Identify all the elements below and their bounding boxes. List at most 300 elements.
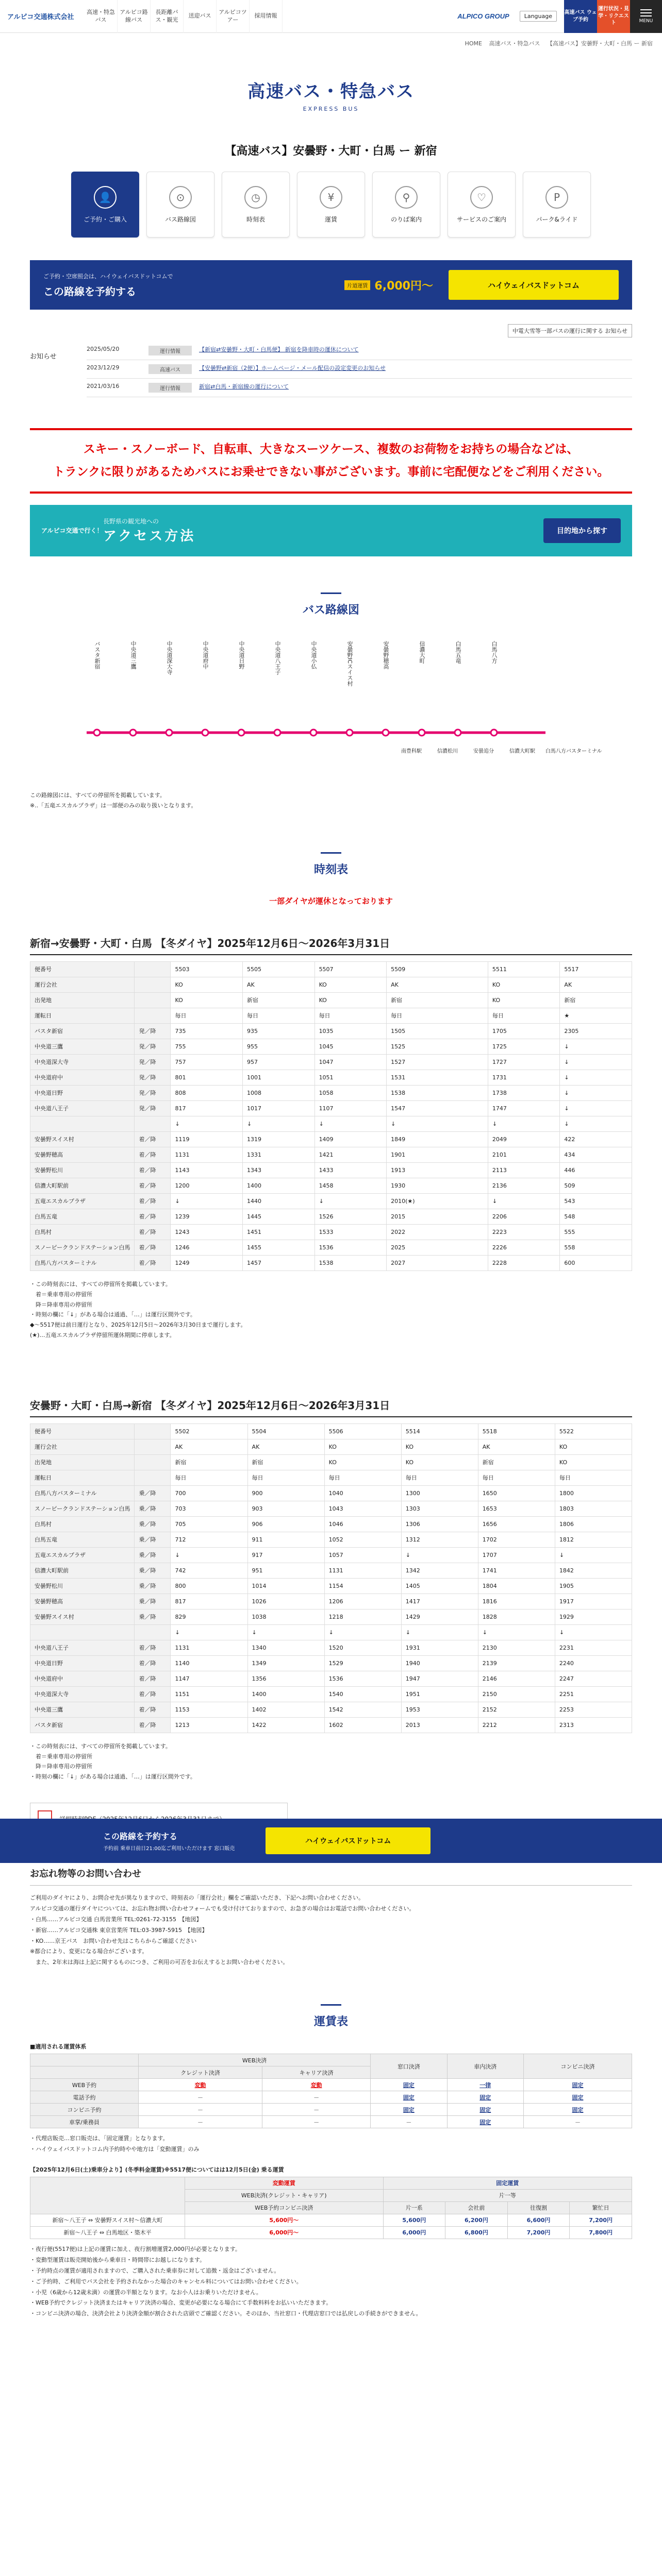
time-cell: 毎日: [478, 1470, 555, 1485]
fare-note-line: ・WEB予約でクレジット決済またはキャリア決済の場合、変更が必要になる場合にて手数料料をお払いいただきます。: [30, 2299, 332, 2307]
time-cell: KO: [488, 992, 560, 1008]
time-cell: 1800: [555, 1485, 632, 1501]
stop-type: 着／降: [135, 1702, 171, 1717]
time-cell: 703: [171, 1501, 247, 1516]
table-row: [30, 1255, 632, 1270]
nav-item-recruit[interactable]: 採用情報: [250, 0, 283, 33]
time-cell: 1747: [488, 1100, 560, 1116]
sticky-highway-bus-button[interactable]: ハイウェイバスドットコム: [266, 1827, 431, 1854]
nav-item-local-bus[interactable]: アルピコ路線バス: [118, 0, 151, 33]
time-cell: KO: [171, 977, 243, 992]
language-select[interactable]: Language: [520, 11, 557, 22]
time-cell: 1947: [401, 1671, 478, 1686]
table-row: [30, 2079, 632, 2091]
time-cell: 1213: [171, 1717, 247, 1733]
time-cell: ↓: [243, 1116, 315, 1131]
table-row: [30, 1178, 632, 1193]
tab-park-ride[interactable]: P パーク&ライド: [523, 172, 591, 238]
time-cell: 1218: [324, 1609, 401, 1624]
time-cell: 1200: [171, 1178, 243, 1193]
time-cell: ↓: [315, 1116, 387, 1131]
news-label: お知らせ: [30, 353, 57, 361]
time-cell: 1803: [555, 1501, 632, 1516]
time-cell: ↓: [401, 1624, 478, 1640]
table-row: [30, 1116, 632, 1131]
time-cell: 5517: [560, 961, 632, 977]
time-cell: 1531: [387, 1070, 488, 1085]
news-item: 2023/12/29 高速バス 【安曇野⇄新宿（2便）】ホームページ・メール配信の設定変更のお知らせ: [87, 360, 632, 379]
booking-banner: [30, 260, 632, 310]
page-title: 高速バス・特急バス: [247, 81, 415, 102]
site-logo[interactable]: アルピコ交通株式会社: [7, 13, 74, 21]
fare-price-cell: 5,600円: [383, 2214, 445, 2226]
stop-type: 発／降: [135, 1085, 171, 1100]
stop-name: 運転日: [30, 1008, 135, 1023]
time-cell: 1243: [171, 1224, 243, 1240]
user-icon: 👤: [94, 186, 117, 209]
nav-item-express[interactable]: 高速・特急バス: [85, 0, 118, 33]
time-cell: 548: [560, 1209, 632, 1224]
route-stop-marker: [130, 730, 136, 736]
route-stop-marker: [238, 730, 244, 736]
time-cell: ↓: [171, 1624, 247, 1640]
time-cell: 5514: [401, 1423, 478, 1439]
nav-item-tour[interactable]: アルピコツアー: [217, 0, 250, 33]
table-row: [30, 1563, 632, 1578]
route-stop-label: 中央道八王子: [274, 641, 281, 675]
news-category: 運行情報: [148, 346, 192, 355]
stop-type: 発／降: [135, 1039, 171, 1054]
table-row: [30, 1516, 632, 1532]
fare-price-cell: 6,000円: [383, 2226, 445, 2239]
time-cell: 1147: [171, 1671, 247, 1686]
time-cell: 1533: [315, 1224, 387, 1240]
time-cell: 1421: [315, 1147, 387, 1162]
time-cell: AK: [560, 977, 632, 992]
hamburger-icon: [640, 12, 652, 13]
sticky-booking-bar: この路線を予約する 予約前 乗車日前日21:00迄ご利用いただけます 窓口販売 ハイウェイバスドットコム: [0, 1819, 662, 1863]
time-cell: KO: [401, 1439, 478, 1454]
time-cell: 1131: [171, 1147, 243, 1162]
news-category: 高速バス: [148, 364, 192, 374]
luggage-warning: スキー・スノーボード、自転車、大きなスーツケース、複数のお荷物をお持ちの場合などは、 トランクに限りがあるためバスにお乗せできない事がございます。事前に宅配便などをご利用ください。: [30, 428, 632, 494]
heart-icon: ♡: [470, 186, 493, 209]
booking-sub: ご予約・空席照会は、ハイウェイバスドットコムで: [43, 273, 173, 280]
time-cell: 1849: [387, 1131, 488, 1147]
fare-note-line: ・予約時点の運賃が適用されますので、ご購入された乗車券に対して追徴・返金はございません。: [30, 2267, 280, 2274]
stop-name: 中央道日野: [30, 1655, 135, 1671]
time-cell: 1400: [247, 1686, 324, 1702]
time-cell: 800: [171, 1578, 247, 1594]
time-cell: 1058: [315, 1085, 387, 1100]
timetable-inbound-table: [30, 1423, 632, 1733]
note-line: 降＝降車専用の停留所: [30, 1763, 92, 1770]
time-cell: 735: [171, 1023, 243, 1039]
time-cell: ↓: [560, 1116, 632, 1131]
time-cell: 新宿: [387, 992, 488, 1008]
time-cell: ↓: [555, 1624, 632, 1640]
stop-type: 着／降: [135, 1240, 171, 1255]
time-cell: KO: [315, 977, 387, 992]
route-stop-marker: [491, 730, 497, 736]
fare-note-line: ・コンビニ決済の場合、決済会社より決済金額が割合された店頭でご確認ください。そのほか、当社窓口・代理店窓口では払戻しの手続きができません。: [30, 2310, 422, 2317]
time-cell: AK: [387, 977, 488, 992]
time-cell: 2226: [488, 1240, 560, 1255]
time-cell: KO: [315, 992, 387, 1008]
time-cell: 1433: [315, 1162, 387, 1178]
time-cell: KO: [324, 1439, 401, 1454]
stop-name: [30, 1624, 135, 1640]
route-map-title: バス路線図: [302, 604, 359, 617]
stop-type: 発／降: [135, 1070, 171, 1085]
time-cell: 1306: [401, 1516, 478, 1532]
time-cell: 5511: [488, 961, 560, 977]
stop-type: [135, 961, 171, 977]
tab-route-map[interactable]: ⊙ バス路線図: [146, 172, 214, 238]
time-cell: 1017: [243, 1100, 315, 1116]
time-cell: 1702: [478, 1532, 555, 1547]
time-cell: KO: [171, 992, 243, 1008]
news-link[interactable]: 【新宿⇄安曇野・大町・白馬便】 新宿を降車時の運休について: [199, 346, 359, 353]
lost-item-line: アルピコ交通の運行ダイヤについては、お忘れ物お問い合わせフォームでも受け付けておりますので、お急ぎの場合はお電話でお問い合わせください。: [30, 1905, 415, 1912]
time-cell: 1057: [324, 1547, 401, 1563]
global-nav: [85, 0, 283, 33]
time-cell: 955: [243, 1039, 315, 1054]
web-reserve-button[interactable]: 高速バス ウェブ予約: [564, 0, 597, 33]
stop-type: [135, 992, 171, 1008]
sticky-booking-title: この路線を予約する: [103, 1832, 178, 1841]
time-cell: 2240: [555, 1655, 632, 1671]
time-cell: ↓: [247, 1624, 324, 1640]
time-cell: 1402: [247, 1702, 324, 1717]
time-cell: ↓: [488, 1193, 560, 1209]
time-cell: 1804: [478, 1578, 555, 1594]
time-cell: 1249: [171, 1255, 243, 1270]
time-cell: 1429: [401, 1609, 478, 1624]
fare-price-cell: 6,000円〜: [185, 2226, 384, 2239]
time-cell: 新宿: [171, 1454, 247, 1470]
booking-title: この路線を予約する: [43, 285, 136, 298]
time-cell: 2212: [478, 1717, 555, 1733]
stop-type: 着／降: [135, 1224, 171, 1240]
time-cell: 新宿: [247, 1454, 324, 1470]
stop-name: 中央道八王子: [30, 1640, 135, 1655]
table-row: [30, 1655, 632, 1671]
tab-fare[interactable]: ¥ 運賃: [297, 172, 365, 238]
time-cell: KO: [555, 1439, 632, 1454]
table-row: [30, 1594, 632, 1609]
time-cell: 1505: [387, 1023, 488, 1039]
route-substop-label: 南豊科駅: [401, 749, 422, 755]
time-cell: 817: [171, 1594, 247, 1609]
time-cell: 558: [560, 1240, 632, 1255]
time-cell: 1046: [324, 1516, 401, 1532]
time-cell: AK: [171, 1439, 247, 1454]
time-cell: 1828: [478, 1609, 555, 1624]
time-cell: 1540: [324, 1686, 401, 1702]
time-cell: 1131: [171, 1640, 247, 1655]
fare-section: [0, 2004, 662, 2029]
time-cell: 2113: [488, 1162, 560, 1178]
time-cell: 700: [171, 1485, 247, 1501]
time-cell: 1052: [324, 1532, 401, 1547]
route-stop-label: 白馬八方: [491, 641, 498, 664]
route-stop-marker: [310, 730, 317, 736]
table-row: [30, 1070, 632, 1085]
tab-timetable[interactable]: ◷ 時刻表: [222, 172, 290, 238]
fare-type-cell: －: [139, 2091, 262, 2104]
time-cell: 1154: [324, 1578, 401, 1594]
pin-icon: ⚲: [395, 186, 418, 209]
news-alert-link[interactable]: 中電大雪等一部バスの運行に関する お知らせ: [508, 324, 632, 337]
lost-item-line: ※都合により、変更になる場合がございます。: [30, 1948, 148, 1955]
route-stop-label: 白馬五竜: [455, 641, 461, 664]
page-title-block: [0, 77, 662, 112]
table-row: [30, 1609, 632, 1624]
news-link[interactable]: 新宿⇄白馬・新宿線の運行について: [199, 383, 289, 390]
time-cell: 毎日: [247, 1470, 324, 1485]
nav-item-charter[interactable]: 長距離バス・観光: [151, 0, 184, 33]
time-cell: 5506: [324, 1423, 401, 1439]
time-cell: 1131: [324, 1563, 401, 1578]
time-cell: 2015: [387, 1209, 488, 1224]
time-cell: KO: [488, 977, 560, 992]
time-cell: 1529: [324, 1655, 401, 1671]
note-line: ・時刻の欄に「↓」がある場合は通過、「…」は運行区間外です。: [30, 1311, 196, 1318]
destination-search-button[interactable]: 目的地から探す: [543, 518, 621, 543]
time-cell: AK: [243, 977, 315, 992]
fare-row-label: WEB予約: [30, 2079, 139, 2091]
time-cell: 1451: [243, 1224, 315, 1240]
fare-type-cell: 固定: [447, 2116, 523, 2128]
time-cell: 1417: [401, 1594, 478, 1609]
nav-item-shuttle[interactable]: 送迎バス: [184, 0, 217, 33]
time-cell: 1542: [324, 1702, 401, 1717]
stop-type: 着／降: [135, 1178, 171, 1193]
stop-type: 乗／降: [135, 1547, 171, 1563]
time-cell: 毎日: [171, 1008, 243, 1023]
time-cell: ↓: [560, 1085, 632, 1100]
lost-item-line: ・新宿……アルピコ交通株 東京営業所 TEL:03-3987-5915 【地図】: [30, 1926, 208, 1934]
route-stop-label: 中央道三鷹: [130, 641, 137, 670]
time-cell: 5522: [555, 1423, 632, 1439]
time-cell: ↓: [315, 1193, 387, 1209]
stop-type: 着／降: [135, 1655, 171, 1671]
stop-name: 白馬村: [30, 1516, 135, 1532]
tab-reserve[interactable]: 👤 ご予約・ご購入: [71, 172, 139, 238]
access-banner[interactable]: アルピコ交通で行く！ 長野県の観光地への アクセス方法 目的地から探す: [30, 505, 632, 556]
timetable-outbound-title: 新宿→安曇野・大町・白馬 【冬ダイヤ】2025年12月6日〜2026年3月31日: [30, 935, 632, 955]
status-button[interactable]: 運行状況・見学・リクエスト: [597, 0, 630, 33]
time-cell: 1409: [315, 1131, 387, 1147]
fare-type-cell: 変動: [139, 2079, 262, 2091]
time-cell: 555: [560, 1224, 632, 1240]
table-row: [30, 1023, 632, 1039]
table-row: [30, 1193, 632, 1209]
news-section: [30, 320, 632, 397]
lost-item-line: また、2年末は海は上記に関するものにつき、ご利用の可否をお伝えするとお問い合わせください。: [30, 1959, 289, 1966]
stop-name: バスタ新宿: [30, 1023, 135, 1039]
stop-type: [135, 1624, 171, 1640]
time-cell: 742: [171, 1563, 247, 1578]
breadcrumb-current: 【高速バス】安曇野・大町・白馬 ー 新宿: [547, 40, 653, 47]
stop-name: 安曇野松川: [30, 1162, 135, 1178]
time-cell: 808: [171, 1085, 243, 1100]
time-cell: 757: [171, 1054, 243, 1070]
fare-title: 運賃表: [313, 2015, 348, 2029]
route-stop-label: 安曇野穂高: [383, 641, 389, 670]
lost-item-title: お忘れ物等のお問い合わせ: [30, 1867, 632, 1886]
stop-name: スノーピークランドステーション白馬: [30, 1501, 135, 1516]
time-cell: 1602: [324, 1717, 401, 1733]
stop-type: 着／降: [135, 1640, 171, 1655]
table-row: [30, 1439, 632, 1454]
access-title: アクセス方法: [103, 529, 196, 545]
route-map-diagram: [30, 636, 632, 775]
route-map: [30, 636, 632, 775]
time-cell: 2150: [478, 1686, 555, 1702]
time-cell: ↓: [401, 1547, 478, 1563]
table-row: [30, 1686, 632, 1702]
time-cell: 906: [247, 1516, 324, 1532]
time-cell: 1538: [315, 1255, 387, 1270]
stop-name: 五竜エスカルプラザ: [30, 1547, 135, 1563]
fare-note-line: ・小児（6歳から12歳未満）の運賃の半額となります。なお小人はお乗りいただけません。: [30, 2289, 262, 2296]
time-cell: 毎日: [171, 1470, 247, 1485]
breadcrumb-home[interactable]: HOME: [465, 40, 482, 47]
route-substop-label: 信濃大町駅: [509, 749, 535, 755]
time-cell: 755: [171, 1039, 243, 1054]
stop-name: 便番号: [30, 1423, 135, 1439]
fare-route-label: 新宿〜八王子 ⇔ 白馬地区・築木平: [30, 2226, 185, 2239]
time-cell: 2231: [555, 1640, 632, 1655]
route-title: 【高速バス】安曇野・大町・白馬 ー 新宿: [225, 145, 437, 158]
time-cell: 1538: [387, 1085, 488, 1100]
yen-icon: ¥: [320, 186, 342, 209]
time-cell: 1045: [315, 1039, 387, 1054]
time-cell: 1705: [488, 1023, 560, 1039]
time-cell: ★: [560, 1008, 632, 1023]
news-item: 2025/05/20 運行情報 【新宿⇄安曇野・大町・白馬便】 新宿を降車時の運休について: [87, 342, 632, 360]
time-cell: KO: [324, 1454, 401, 1470]
stop-name: 中央道府中: [30, 1070, 135, 1085]
time-cell: 1707: [478, 1547, 555, 1563]
stop-name: 安曇野松川: [30, 1578, 135, 1594]
highway-bus-button[interactable]: ハイウェイバスドットコム: [449, 270, 619, 300]
breadcrumb-express[interactable]: 高速バス・特急バス: [489, 40, 540, 47]
news-item: 2021/03/16 運行情報 新宿⇄白馬・新宿線の運行について: [87, 379, 632, 397]
price-tag: 片道運賃: [344, 280, 370, 290]
time-cell: 1731: [488, 1070, 560, 1085]
page-title-en: EXPRESS BUS: [303, 106, 359, 112]
time-cell: 新宿: [560, 992, 632, 1008]
lost-item-line: ・KO……京王バス お問い合わせ先はこちらからご確認ください: [30, 1937, 197, 1944]
parking-icon: P: [545, 186, 568, 209]
table-row: [30, 1671, 632, 1686]
table-row: [30, 977, 632, 992]
table-row: [30, 1054, 632, 1070]
table-row: [30, 1240, 632, 1255]
time-cell: 1051: [315, 1070, 387, 1085]
time-cell: 2136: [488, 1178, 560, 1193]
timetable-title: 時刻表: [313, 863, 348, 876]
time-cell: 1026: [247, 1594, 324, 1609]
stop-type: 乗／降: [135, 1501, 171, 1516]
time-cell: 1917: [555, 1594, 632, 1609]
table-row: [30, 2116, 632, 2128]
time-cell: 5505: [243, 961, 315, 977]
time-cell: 2139: [478, 1655, 555, 1671]
time-cell: 1405: [401, 1578, 478, 1594]
time-cell: 903: [247, 1501, 324, 1516]
time-cell: 1343: [243, 1162, 315, 1178]
time-cell: 1929: [555, 1609, 632, 1624]
timetable-notice: 一部ダイヤが運休となっております: [269, 896, 393, 906]
time-cell: 935: [243, 1023, 315, 1039]
news-link[interactable]: 【安曇野⇄新宿（2便）】ホームページ・メール配信の設定変更のお知らせ: [199, 365, 386, 371]
time-cell: 2313: [555, 1717, 632, 1733]
time-cell: 1047: [315, 1054, 387, 1070]
fare-type-cell: 固定: [447, 2104, 523, 2116]
table-row: [30, 1423, 632, 1439]
table-row: [30, 1470, 632, 1485]
fare-type-cell: －: [371, 2116, 447, 2128]
note-line: ・時刻の欄に「↓」がある場合は通過、「…」は運行区間外です。: [30, 1773, 196, 1781]
time-cell: 1331: [243, 1147, 315, 1162]
time-cell: 712: [171, 1532, 247, 1547]
stop-name: 安曇野穂高: [30, 1147, 135, 1162]
time-cell: ↓: [560, 1054, 632, 1070]
stop-name: 白馬八方バスターミナル: [30, 1255, 135, 1270]
stop-name: 五竜エスカルプラザ: [30, 1193, 135, 1209]
time-cell: ↓: [324, 1624, 401, 1640]
time-cell: 新宿: [478, 1454, 555, 1470]
stop-name: 信濃大町駅前: [30, 1178, 135, 1193]
tab-boarding[interactable]: ⚲ のりば案内: [372, 172, 440, 238]
time-cell: 2010(★): [387, 1193, 488, 1209]
fare-row-label: 電話予約: [30, 2091, 139, 2104]
time-cell: 1905: [555, 1578, 632, 1594]
menu-button[interactable]: MENU: [630, 0, 662, 33]
route-substop-label: 安曇追分: [473, 749, 494, 755]
timetable-inbound-title: 安曇野・大町・白馬→新宿 【冬ダイヤ】2025年12月6日〜2026年3月31日: [30, 1397, 632, 1417]
route-stop-marker: [274, 730, 280, 736]
group-logo[interactable]: ALPICO GROUP: [457, 12, 509, 20]
stop-type: [135, 1439, 171, 1454]
time-cell: ↓: [171, 1547, 247, 1563]
time-cell: 1008: [243, 1085, 315, 1100]
tab-service[interactable]: ♡ サービスのご案内: [448, 172, 516, 238]
table-row: [30, 1100, 632, 1116]
time-cell: 2146: [478, 1671, 555, 1686]
time-cell: 2253: [555, 1702, 632, 1717]
time-cell: 毎日: [315, 1008, 387, 1023]
time-cell: 1536: [324, 1671, 401, 1686]
time-cell: 801: [171, 1070, 243, 1085]
time-cell: 5502: [171, 1423, 247, 1439]
fare-price-cell: 7,800円: [570, 2226, 632, 2239]
time-cell: 毎日: [555, 1470, 632, 1485]
time-cell: 1349: [247, 1655, 324, 1671]
time-cell: 1901: [387, 1147, 488, 1162]
timetable-inbound-notes: [30, 1741, 632, 1782]
time-cell: ↓: [560, 1039, 632, 1054]
stop-name: バスタ新宿: [30, 1717, 135, 1733]
route-stop-marker: [166, 730, 172, 736]
stop-name: 出発地: [30, 992, 135, 1008]
time-cell: 5507: [315, 961, 387, 977]
timetable-outbound: [30, 935, 632, 1341]
